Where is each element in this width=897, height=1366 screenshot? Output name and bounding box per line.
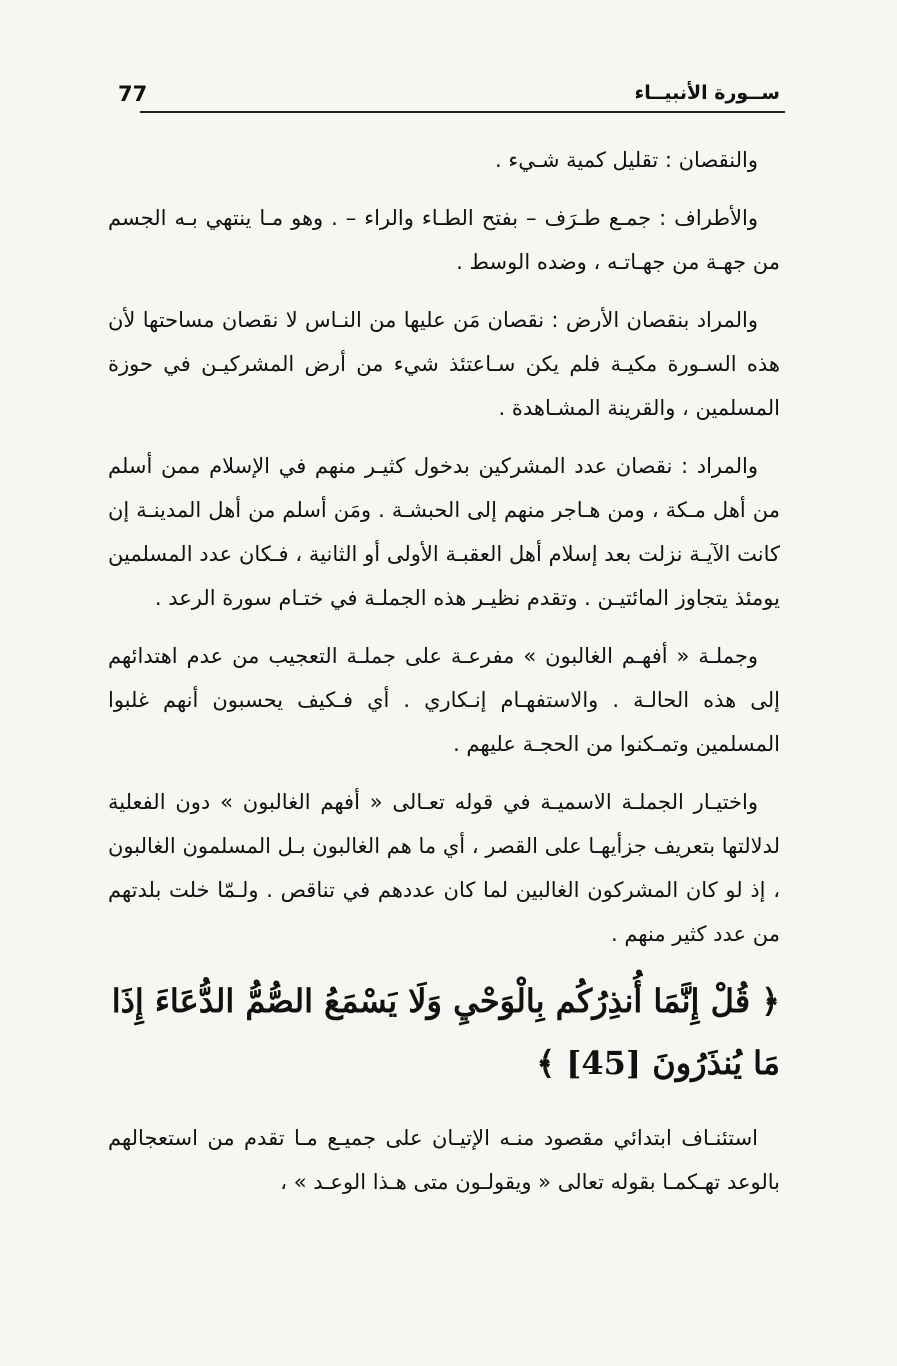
page-header [108, 78, 780, 114]
paragraph-question-sentence: وجملـة « أفهـم الغالبون » مفرعـة على جملـة التعجيب من عدم اهتدائهم إلى هذه الحالـة . والاستفهـام إنـكاري . أي فـكيف يحسبون أنهم غلبوا المسلمين وتمـكنوا من الحجـة عليهم . [108, 644, 780, 756]
page-number: 77 [118, 82, 148, 106]
paragraph-decrease-of-polytheists: والمراد : نقصان عدد المشركين بدخول كثيـر منهم في الإسلام ممن أسلم من أهل مـكة ، ومن هـاجر منهم إلى الحبشـة . ومَن أسلم من أهل المدينـة إن كانت الآيـة نزلت بعد إسلام أهل العقبـة الأولى أو الثانية ، فـكان عدد المسلمين يومئذ يتجاوز المائتيـن . وتقدم نظيـر هذه الجملـة في ختـام سورة الرعد . [108, 454, 780, 610]
header-divider [140, 111, 785, 113]
paragraph-decrease-of-land: والمراد بنقصان الأرض : نقصان مَن عليها من النـاس لا نقصان مساحتها لأن هذه السـورة مكيـة فلم يكن سـاعتئذ شيء من أرض المشركيـن في حوزة المسلمين ، والقرينة المشـاهدة . [108, 308, 780, 420]
paragraph-definition-decrease: والنقصان : تقليل كمية شـيء . [494, 148, 758, 172]
paragraph-nominal-sentence: واختيـار الجملـة الاسميـة في قوله تعـالى « أفهم الغالبون » دون الفعلية لدلالتها بتعريف جزأيهـا على القصر ، أي ما هم الغالبون بـل المسلمون الغالبون ، إذ لو كان المشركون الغالبين لما كان عددهم في تناقص . ولـمّا خلت بلدتهم من عدد كثير منهم . [108, 790, 780, 946]
paragraph-definition-edges: والأطراف : جمـع طـرَف – بفتح الطـاء والراء – . وهو مـا ينتهي بـه الجسم من جهـة من جهـاتـه ، وضده الوسط . [108, 206, 780, 274]
page-body [108, 138, 780, 1218]
running-title: ســورة الأنبيــاء [634, 82, 780, 104]
paragraph-commentary: استئنـاف ابتدائي مقصود منـه الإتيـان على جميـع مـا تقدم من استعجالهم بالوعد تهـكمـا بقوله تعالى « ويقولـون متى هـذا الوعـد » ، [108, 1126, 780, 1194]
quran-verse: ﴿ قُلْ إِنَّمَا أُنذِرُكُم بِالْوَحْيِ وَلَا يَسْمَعُ الصُّمُّ الدُّعَاءَ إِذَا مَا يُنذَرُونَ [45] ﴾ [111, 982, 780, 1082]
